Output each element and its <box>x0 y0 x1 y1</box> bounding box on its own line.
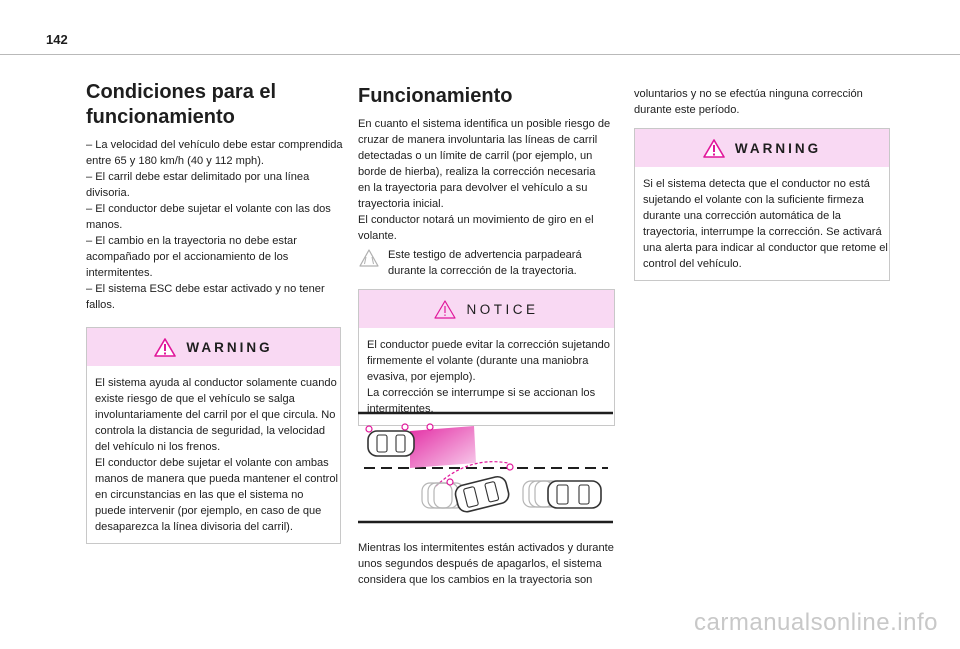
notice-box-header <box>359 290 614 328</box>
car-correcting <box>454 475 511 514</box>
lane-departure-warning-icon <box>358 248 380 268</box>
left-column <box>86 80 341 544</box>
notice-box <box>358 289 615 426</box>
warning-box-header <box>635 129 889 167</box>
middle-column <box>358 84 615 426</box>
right-column <box>634 86 890 281</box>
warning-box-header <box>87 328 340 366</box>
warning-triangle-icon <box>154 338 176 357</box>
warning-light-note: Este testigo de advertencia parpadeará durante la corrección de la trayectoria. <box>358 247 615 279</box>
warning-box-left <box>86 327 341 544</box>
notice-title: NOTICE <box>466 301 539 317</box>
header-divider <box>0 54 960 55</box>
page-number: 142 <box>46 32 68 47</box>
notice-text: El conductor puede evitar la corrección sujetando firmemente el volante (durante una maniobra evasiva, por ejemplo). La corrección se interrumpe si se accionan los intermitentes. <box>367 339 610 415</box>
warning-text: Si el sistema detecta que el conductor no está sujetando el volante con la suficiente firmeza durante una corrección automática de la trayectoria, interrumpe la corrección. Se activará una alerta para indicar al conductor que retome el control del vehículo. <box>643 178 888 270</box>
section-title-conditions: Condiciones para el funcionamiento <box>86 81 277 128</box>
car-lower-lane <box>548 481 601 508</box>
conditions-list: – La velocidad del vehículo debe estar comprendida entre 65 y 180 km/h (40 y 112 mph). – El carril debe estar delimitado por una línea divisoria. – El conductor debe sujetar el volante con las dos manos. – El cambio en la trayectoria no debe estar acompañado por el accionamiento de los intermitentes. – El sistema ESC debe estar activado y no tener fallos. <box>86 139 343 311</box>
warning-box-right <box>634 128 890 281</box>
notice-triangle-icon <box>434 300 456 319</box>
lane-correction-illustration <box>358 411 613 524</box>
operation-text: En cuanto el sistema identifica un posible riesgo de cruzar de manera involuntaria las líneas de carril detectadas o un límite de carril (por ejemplo, un borde de hierba), realiza la corrección necesaria en la trayectoria para devolver el vehículo a su trayectoria inicial. El conductor notará un movimiento de giro en el volante. <box>358 118 611 242</box>
watermark: carmanualsonline.info <box>694 609 938 636</box>
warning-text: El sistema ayuda al conductor solamente cuando existe riesgo de que el vehículo se salga involuntariamente del carril por el que circula. No controla la distancia de seguridad, la velocidad del vehículo ni los frenos. El conductor debe sujetar el volante con ambas manos de manera que pueda mantener el control en circunstancias en las que el sistema no puede intervenir (por ejemplo, en caso de que desaparezca la línea divisoria del carril). <box>95 377 338 533</box>
warning-title: WARNING <box>186 339 273 355</box>
illustration-caption: Mientras los intermitentes están activados y durante unos segundos después de apagarlos, el sistema considera que los cambios en la trayectoria son <box>358 542 614 586</box>
warning-triangle-icon <box>703 139 725 158</box>
continued-text: voluntarios y no se efectúa ninguna corrección durante este período. <box>634 88 863 116</box>
car-upper-lane <box>368 431 414 456</box>
warning-title: WARNING <box>734 140 822 156</box>
section-title-operation: Funcionamiento <box>358 85 513 107</box>
